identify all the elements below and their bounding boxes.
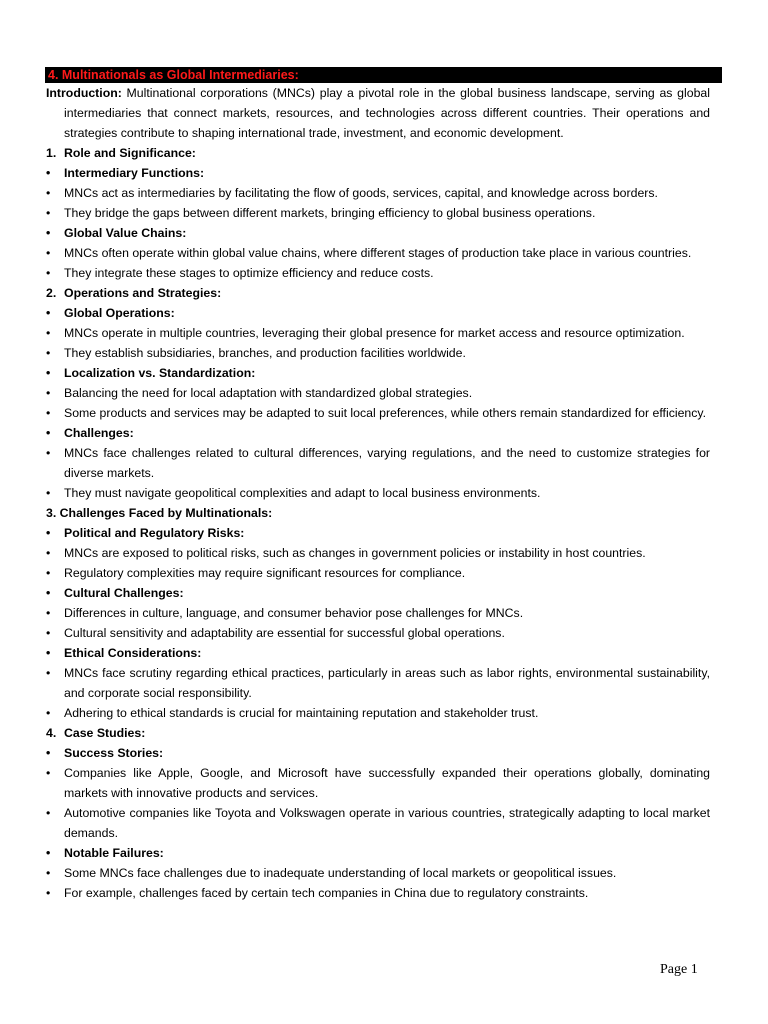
bullet-icon: •	[46, 806, 51, 820]
bullet-item	[46, 623, 710, 643]
bullet-subheading	[46, 643, 710, 663]
bullet-icon: •	[46, 206, 51, 220]
line-text: Regulatory complexities may require significant resources for compliance.	[64, 566, 466, 580]
bullet-icon: •	[46, 706, 51, 720]
bullet-icon: •	[46, 386, 51, 400]
line-text: Cultural Challenges:	[64, 586, 184, 600]
introduction-text: Multinational corporations (MNCs) play a pivotal role in the global business landscape, serving as global intermediaries that connect markets, resources, and technologies across different countries. Their operations and strategies contribute to shaping international trade, investment, and economic development.	[64, 86, 710, 140]
bullet-subheading	[46, 743, 710, 763]
bullet-item	[46, 323, 710, 343]
bullet-subheading	[46, 423, 710, 443]
bullet-icon: •	[46, 746, 51, 760]
bullet-subheading	[46, 363, 710, 383]
bullet-item	[46, 603, 710, 623]
bullet-subheading	[46, 843, 710, 863]
bullet-subheading	[46, 223, 710, 243]
introduction-paragraph	[46, 83, 710, 143]
bullet-item	[46, 863, 710, 883]
line-text: Balancing the need for local adaptation with standardized global strategies.	[64, 386, 473, 400]
bullet-icon: •	[46, 846, 51, 860]
line-text: Global Operations:	[64, 306, 175, 320]
line-text: Political and Regulatory Risks:	[64, 526, 245, 540]
line-text: MNCs face scrutiny regarding ethical practices, particularly in areas such as labor rights, environmental sustainability, and corporate social responsibility.	[64, 666, 710, 700]
line-text: Success Stories:	[64, 746, 164, 760]
bullet-item	[46, 483, 710, 503]
line-text: MNCs act as intermediaries by facilitating the flow of goods, services, capital, and knowledge across borders.	[64, 186, 658, 200]
bullet-icon: •	[46, 366, 51, 380]
bullet-icon: •	[46, 186, 51, 200]
line-text: MNCs face challenges related to cultural differences, varying regulations, and the need to customize strategies for diverse markets.	[64, 446, 710, 480]
bullet-icon: •	[46, 426, 51, 440]
bullet-icon: •	[46, 766, 51, 780]
document-body	[46, 83, 710, 903]
line-text: Differences in culture, language, and consumer behavior pose challenges for MNCs.	[64, 606, 524, 620]
line-text: They establish subsidiaries, branches, and production facilities worldwide.	[64, 346, 466, 360]
bullet-item	[46, 403, 710, 423]
section-heading: 4. Multinationals as Global Intermediaries:	[45, 67, 722, 83]
bullet-item	[46, 343, 710, 363]
line-text: MNCs operate in multiple countries, leveraging their global presence for market access and resource optimization.	[64, 326, 685, 340]
introduction-label: Introduction:	[46, 86, 122, 100]
bullet-subheading	[46, 303, 710, 323]
numbered-heading	[46, 723, 710, 743]
bullet-item	[46, 183, 710, 203]
bullet-subheading	[46, 523, 710, 543]
line-text: MNCs are exposed to political risks, such as changes in government policies or instability in host countries.	[64, 546, 646, 560]
bullet-icon: •	[46, 626, 51, 640]
line-text: Case Studies:	[64, 726, 146, 740]
bullet-item	[46, 883, 710, 903]
bullet-icon: •	[46, 306, 51, 320]
bullet-icon: •	[46, 566, 51, 580]
line-text: MNCs often operate within global value chains, where different stages of production take place in various countries.	[64, 246, 692, 260]
line-text: Adhering to ethical standards is crucial for maintaining reputation and stakeholder trust.	[64, 706, 539, 720]
bullet-item	[46, 203, 710, 223]
bullet-icon: •	[46, 866, 51, 880]
bullet-item	[46, 443, 710, 483]
bullet-item	[46, 543, 710, 563]
line-text: Intermediary Functions:	[64, 166, 205, 180]
bullet-icon: •	[46, 646, 51, 660]
bullet-icon: •	[46, 226, 51, 240]
bullet-icon: •	[46, 166, 51, 180]
line-text: They integrate these stages to optimize efficiency and reduce costs.	[64, 266, 434, 280]
line-text: Role and Significance:	[64, 146, 196, 160]
line-text: Operations and Strategies:	[64, 286, 222, 300]
line-text: Localization vs. Standardization:	[64, 366, 256, 380]
bullet-icon: •	[46, 346, 51, 360]
numbered-heading	[46, 143, 710, 163]
bullet-item	[46, 263, 710, 283]
bullet-item	[46, 663, 710, 703]
bullet-subheading	[46, 583, 710, 603]
line-text: Automotive companies like Toyota and Volkswagen operate in various countries, strategically adapting to local market demands.	[64, 806, 710, 840]
line-text: Some products and services may be adapted to suit local preferences, while others remain standardized for efficiency.	[64, 406, 707, 420]
bullet-icon: •	[46, 546, 51, 560]
numbered-heading	[46, 283, 710, 303]
bullet-item	[46, 803, 710, 843]
line-text: For example, challenges faced by certain tech companies in China due to regulatory constraints.	[64, 886, 589, 900]
page-number: Page 1	[660, 962, 698, 977]
line-text: Companies like Apple, Google, and Microsoft have successfully expanded their operations globally, dominating markets with innovative products and services.	[64, 766, 710, 800]
line-text: Challenges:	[64, 426, 134, 440]
bullet-item	[46, 763, 710, 803]
line-text: They bridge the gaps between different markets, bringing efficiency to global business operations.	[64, 206, 596, 220]
bullet-icon: •	[46, 406, 51, 420]
line-text: Ethical Considerations:	[64, 646, 202, 660]
line-text: Notable Failures:	[64, 846, 164, 860]
line-text: They must navigate geopolitical complexities and adapt to local business environments.	[64, 486, 541, 500]
bullet-icon: •	[46, 886, 51, 900]
bullet-icon: •	[46, 486, 51, 500]
bullet-icon: •	[46, 666, 51, 680]
bullet-item	[46, 563, 710, 583]
bullet-icon: •	[46, 446, 51, 460]
line-text: Global Value Chains:	[64, 226, 187, 240]
line-text: Cultural sensitivity and adaptability are essential for successful global operations.	[64, 626, 505, 640]
bullet-item	[46, 703, 710, 723]
bullet-item	[46, 243, 710, 263]
bullet-icon: •	[46, 606, 51, 620]
list-number: 2.	[46, 286, 57, 300]
list-number: 4.	[46, 726, 57, 740]
bullet-subheading	[46, 163, 710, 183]
bullet-icon: •	[46, 586, 51, 600]
bullet-icon: •	[46, 326, 51, 340]
line-text: Some MNCs face challenges due to inadequate understanding of local markets or geopolitical issues.	[64, 866, 617, 880]
bullet-icon: •	[46, 246, 51, 260]
list-number: 1.	[46, 146, 57, 160]
section-title: 3. Challenges Faced by Multinationals:	[46, 506, 273, 520]
bullet-item	[46, 383, 710, 403]
bullet-icon: •	[46, 526, 51, 540]
bullet-icon: •	[46, 266, 51, 280]
